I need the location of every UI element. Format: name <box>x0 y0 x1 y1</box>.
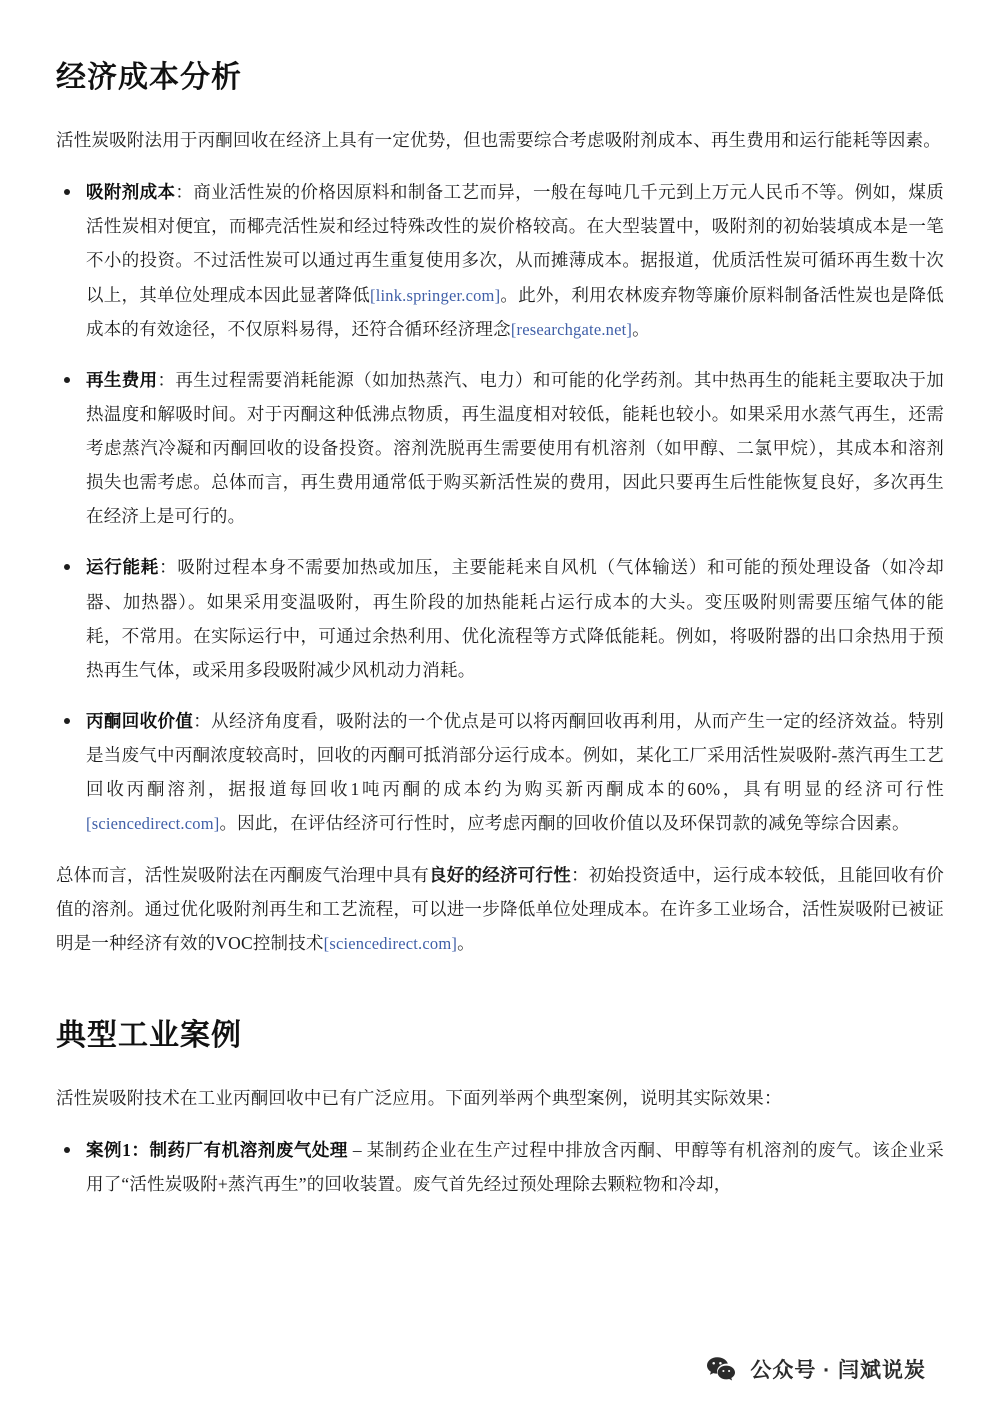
summary-text-middle: ：初始投资适中，运行成本较低，且能回收有价值的溶剂。通过优化吸附剂再生和工艺流程，可以进一步降低单位处理成本。在许多工业场合，活性炭吸附已被证明是一种经济有效的VOC控制技术 <box>56 864 944 953</box>
list-item <box>56 550 944 687</box>
wechat-official-account-icon <box>704 1352 738 1386</box>
list-item <box>56 1133 944 1201</box>
list-item <box>56 704 944 841</box>
cases-intro-paragraph: 活性炭吸附技术在工业丙酮回收中已有广泛应用。下面列举两个典型案例，说明其实际效果： <box>56 1087 782 1108</box>
bullet-label: 案例1：制药厂有机溶剂废气处理 <box>86 1140 348 1161</box>
list-item <box>56 175 944 346</box>
summary-text-end: 。 <box>457 932 475 953</box>
citation-link[interactable]: [sciencedirect.com] <box>86 814 220 834</box>
bullet-text-continued: 。因此，在评估经济可行性时，应考虑丙酮的回收价值以及环保罚款的减免等综合因素。 <box>219 813 910 834</box>
page-title-economic-cost: 经济成本分析 <box>56 61 242 94</box>
bullet-text-end: 。 <box>632 318 650 339</box>
bullet-label: 丙酮回收价值 <box>86 710 194 731</box>
section-summary-paragraph <box>56 858 944 960</box>
page-title-industrial-cases: 典型工业案例 <box>56 1018 242 1052</box>
summary-emphasis: 良好的经济可行性 <box>428 864 572 885</box>
citation-link[interactable]: [researchgate.net] <box>510 319 633 339</box>
list-item <box>56 363 944 534</box>
bullet-label: 吸附剂成本 <box>86 182 176 203</box>
section-intro-paragraph: 活性炭吸附法用于丙酮回收在经济上具有一定优势，但也需要综合考虑吸附剂成本、再生费用和运行能耗等因素。 <box>56 130 941 150</box>
summary-text-start: 总体而言，活性炭吸附法在丙酮废气治理中具有 <box>56 864 429 885</box>
bullet-text: ：再生过程需要消耗能源（如加热蒸汽、电力）和可能的化学药剂。其中热再生的能耗主要取决于加热温度和解吸时间。对于丙酮这种低沸点物质，再生温度相对较低，能耗也较小。如果采用水蒸气再生，还需考虑蒸汽冷凝和丙酮回收的设备投资。溶剂洗脱再生需要使用有机溶剂（如甲醇、二氯甲烷），其成本和溶剂损失也需考虑。总体而言，再生费用通常低于购买新活性炭的费用，因此只要再生后性能恢复良好，多次再生在经济上是可行的。 <box>86 369 944 527</box>
economic-cost-bullet-list <box>56 175 944 840</box>
citation-link[interactable]: [link.springer.com] <box>370 285 501 305</box>
bullet-text: ：从经济角度看，吸附法的一个优点是可以将丙酮回收再利用，从而产生一定的经济效益。特别是当废气中丙酮浓度较高时，回收的丙酮可抵消部分运行成本。例如，某化工厂采用活性炭吸附-蒸汽再生工艺回收丙酮溶剂，据报道每回收1吨丙酮的成本约为购买新丙酮成本的60%，具有明显的经济可行性 <box>86 710 944 800</box>
bullet-text: – 某制药企业在生产过程中排放含丙酮、甲醇等有机溶剂的废气。该企业采用了“活性炭吸附+蒸汽再生”的回收装置。废气首先经过预处理除去颗粒物和冷却， <box>86 1140 944 1195</box>
industrial-cases-bullet-list <box>56 1133 944 1201</box>
bullet-label: 再生费用 <box>86 369 158 390</box>
bottom-spacer <box>56 1218 944 1338</box>
brand-wrap <box>704 1352 926 1386</box>
citation-link[interactable]: [sciencedirect.com] <box>323 933 458 953</box>
bullet-text-continued: 。此外，利用农林废弃物等廉价原料制备活性炭也是降低成本的有效途径，不仅原料易得，还符合循环经济理念 <box>86 284 945 339</box>
bullet-text: ：吸附过程本身不需要加热或加压，主要能耗来自风机（气体输送）和可能的预处理设备（如冷却器、加热器）。如果采用变温吸附，再生阶段的加热能耗占运行成本的大头。变压吸附则需要压缩气体的能耗，不常用。在实际运行中，可通过余热利用、优化流程等方式降低能耗。例如，将吸附器的出口余热用于预热再生气体，或采用多段吸附减少风机动力消耗。 <box>86 557 944 680</box>
bullet-label: 运行能耗 <box>86 557 160 578</box>
brand-label: 公众号 · 闫斌说炭 <box>750 1359 926 1382</box>
footer-branding <box>0 1323 1000 1415</box>
bullet-text: ：商业活性炭的价格因原料和制备工艺而异，一般在每吨几千元到上万元人民币不等。例如，煤质活性炭相对便宜，而椰壳活性炭和经过特殊改性的炭价格较高。在大型装置中，吸附剂的初始装填成本是一笔不小的投资。不过活性炭可以通过再生重复使用多次，从而摊薄成本。据报道，优质活性炭可循环再生数十次以上，其单位处理成本因此显著降低 <box>86 182 945 305</box>
